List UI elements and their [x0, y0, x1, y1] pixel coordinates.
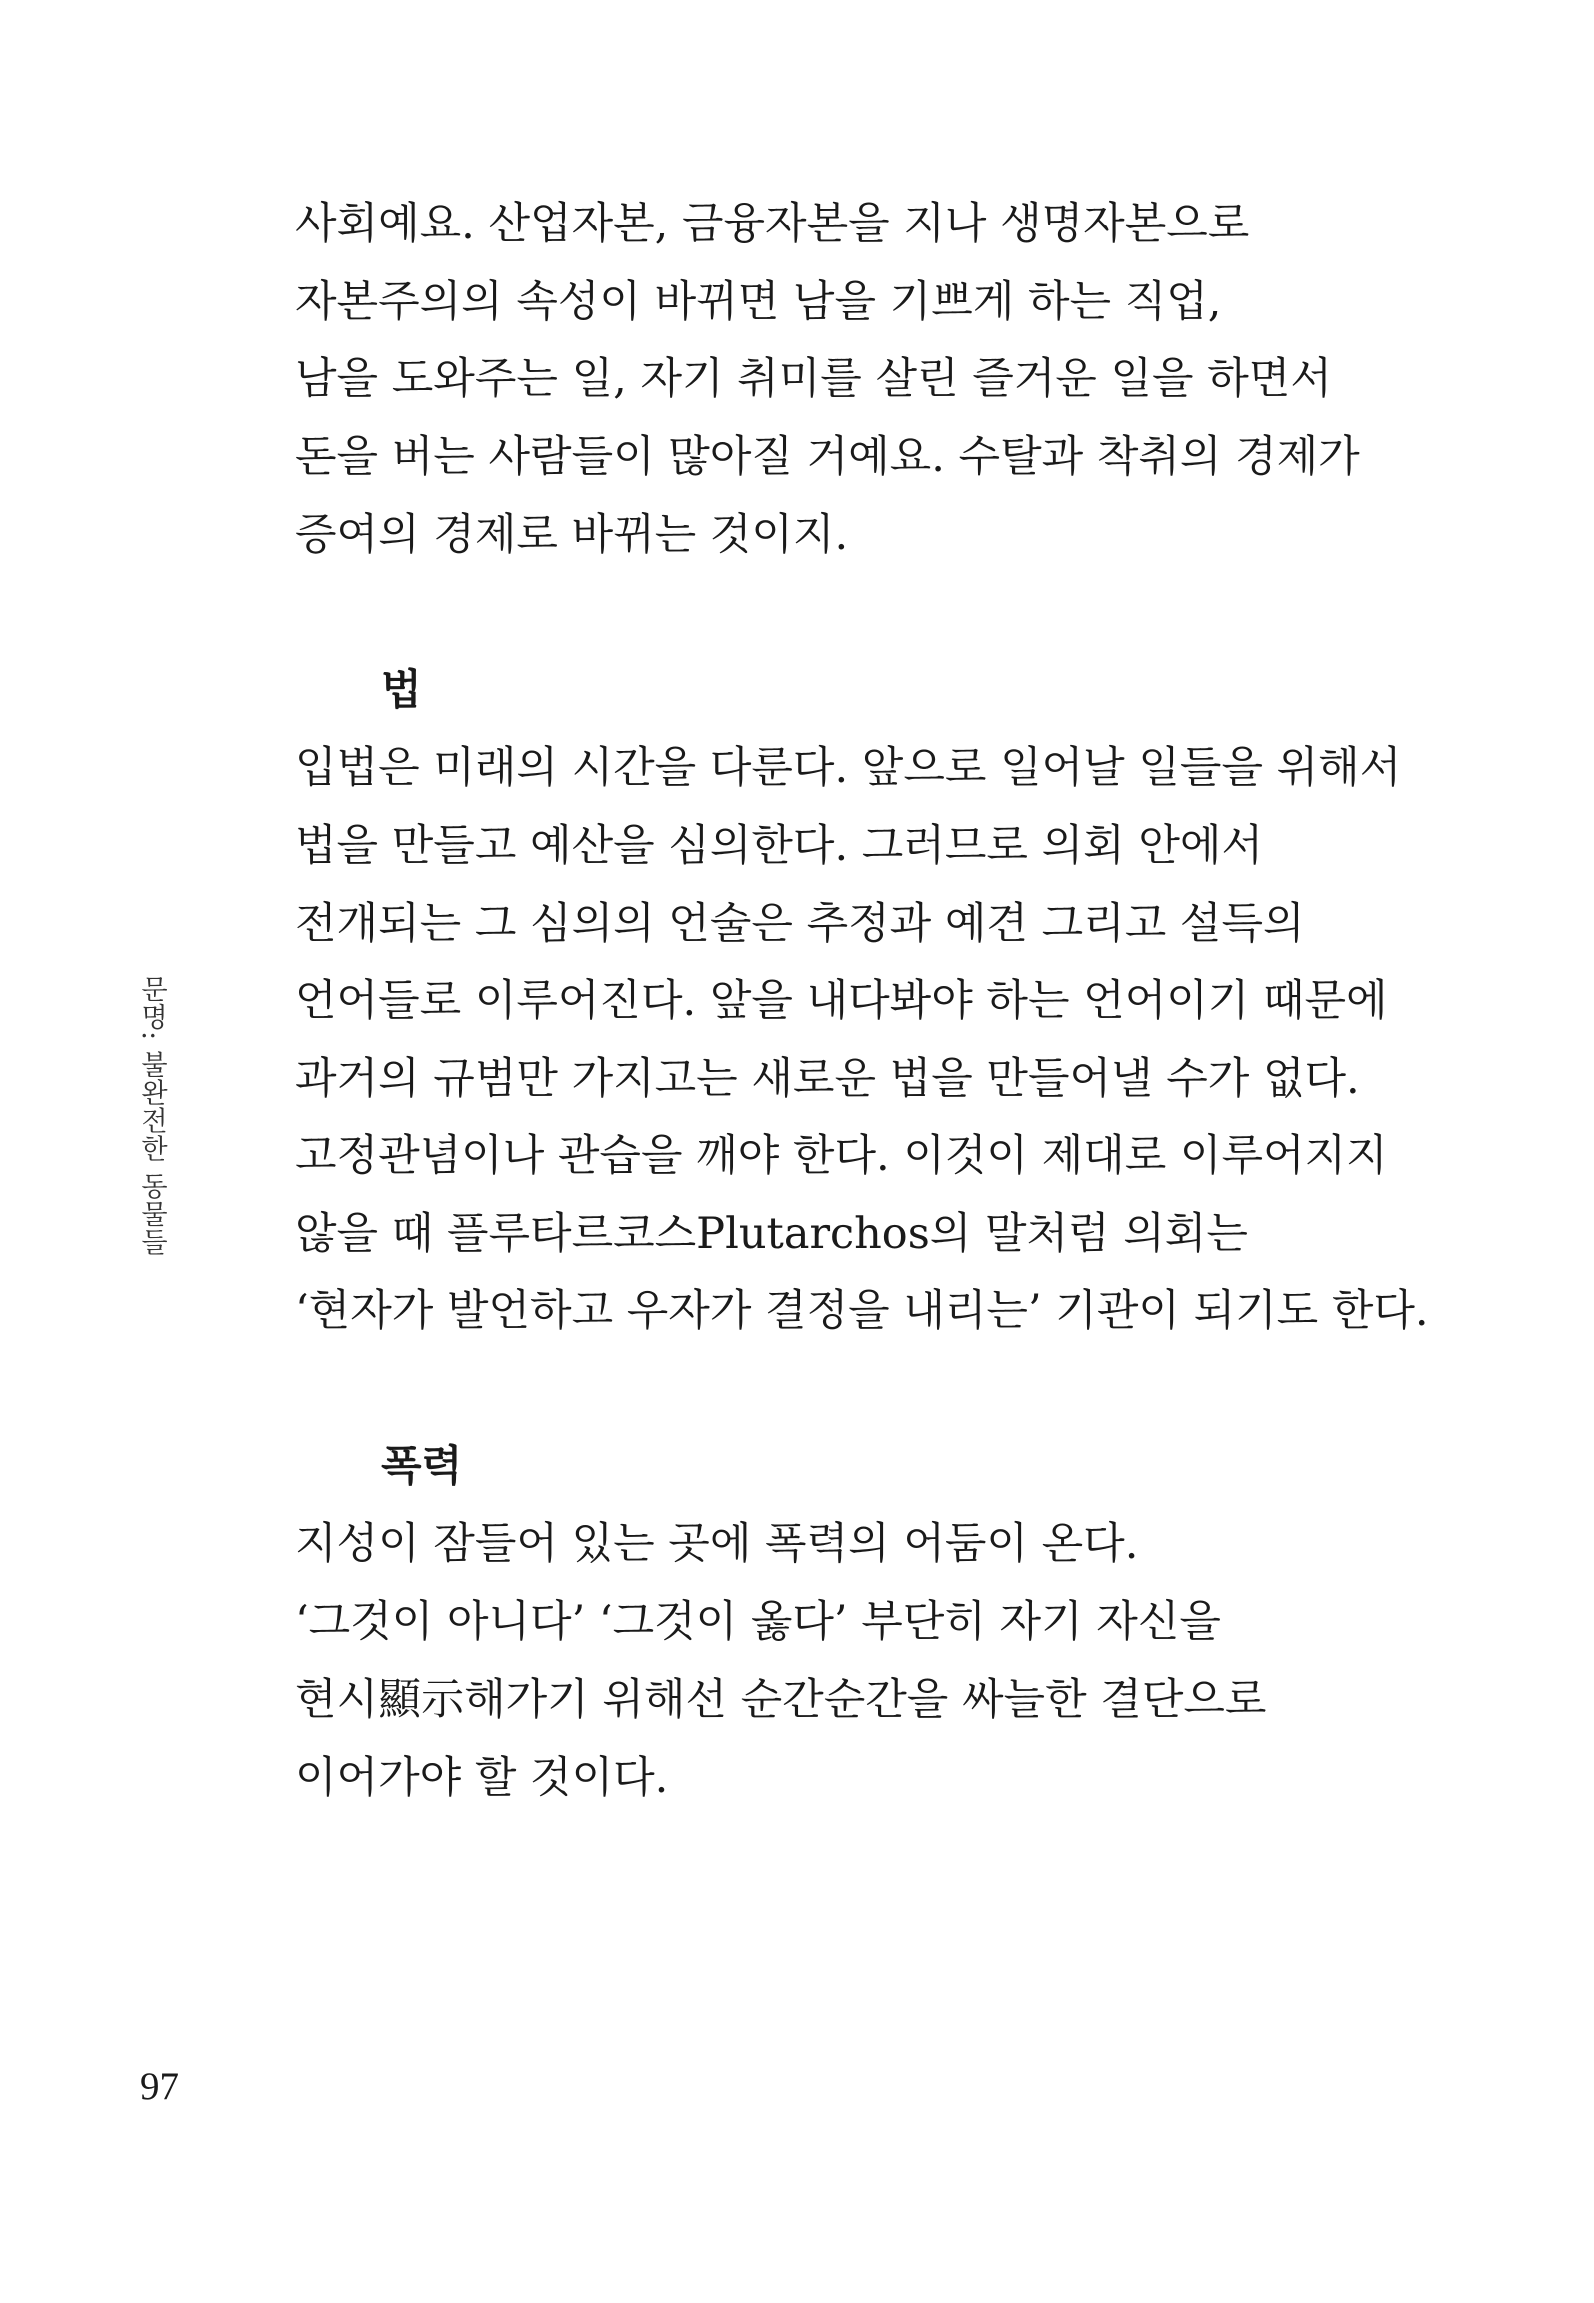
- section-heading-law: 법: [381, 665, 422, 714]
- text-line: 고정관념이나 관습을 깨야 한다. 이것이 제대로 이루어지지: [295, 1131, 1388, 1181]
- text-line: 남을 도와주는 일, 자기 취미를 살린 즐거운 일을 하면서: [295, 354, 1332, 404]
- text-line: 사회예요. 산업자본, 금융자본을 지나 생명자본으로: [295, 199, 1250, 249]
- text-line: 언어들로 이루어진다. 앞을 내다봐야 하는 언어이기 때문에: [295, 976, 1388, 1026]
- text-line: 현시顯示해가기 위해선 순간순간을 싸늘한 결단으로: [295, 1675, 1267, 1725]
- text-line: 법을 만들고 예산을 심의한다. 그러므로 의회 안에서: [295, 821, 1263, 871]
- page-number: 97: [140, 2065, 179, 2108]
- text-line: 입법은 미래의 시간을 다룬다. 앞으로 일어날 일들을 위해서: [295, 743, 1402, 793]
- text-line: 않을 때 플루타르코스Plutarchos의 말처럼 의회는: [295, 1209, 1248, 1259]
- text-line: 지성이 잠들어 있는 곳에 폭력의 어둠이 온다.: [295, 1519, 1139, 1569]
- text-line: 자본주의의 속성이 바뀌면 남을 기쁘게 하는 직업,: [295, 277, 1222, 327]
- text-line: ‘그것이 아니다’ ‘그것이 옳다’ 부단히 자기 자신을: [295, 1597, 1221, 1647]
- text-line: 증여의 경제로 바뀌는 것이지.: [295, 510, 849, 560]
- text-line: 과거의 규범만 가지고는 새로운 법을 만들어낼 수가 없다.: [295, 1054, 1360, 1104]
- running-header: 문명: 불완전한 동물들: [136, 975, 167, 1257]
- text-line: ‘현자가 발언하고 우자가 결정을 내리는’ 기관이 되기도 한다.: [295, 1286, 1429, 1336]
- section-heading-violence: 폭력: [381, 1441, 463, 1490]
- text-line: 돈을 버는 사람들이 많아질 거예요. 수탈과 착취의 경제가: [295, 432, 1360, 482]
- text-line: 전개되는 그 심의의 언술은 추정과 예견 그리고 설득의: [295, 899, 1305, 949]
- text-line: 이어가야 할 것이다.: [295, 1753, 669, 1803]
